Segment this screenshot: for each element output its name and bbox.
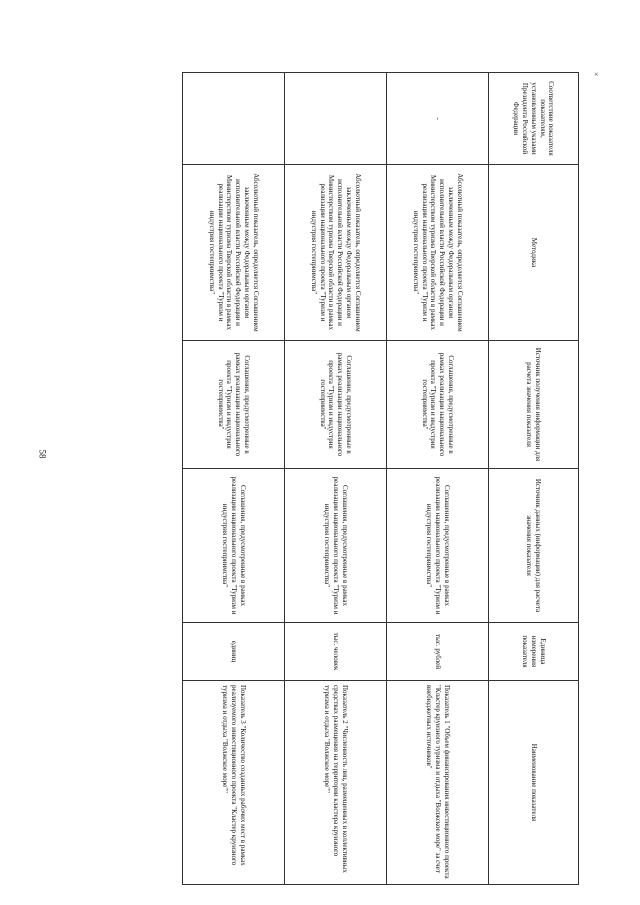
header-info-source: Источник получения информации для расчета значения показателя <box>489 341 579 469</box>
header-unit: Единица измерения показателя <box>489 623 579 681</box>
table-row <box>183 73 285 885</box>
cell-unit: тыс. человек <box>285 623 387 681</box>
cell-info-source: Соглашения, предусмотренные в рамках реализации национального проекта "Туризм и индустрия гостеприимства" <box>183 341 285 469</box>
cell-methodology: Абсолютный показатель, определяется Соглашением заключенным между Федеральным органом исполнительной власти Российской Федерации и Министерством туризма Тверской области в рамках реализации национального проекта "Туризм и индустрия гостеприимства" <box>285 165 387 341</box>
cell-compliance <box>183 73 285 165</box>
cell-methodology: Абсолютный показатель, определяется Соглашением заключенным между Федеральным органом исполнительной власти Российской Федерации и Министерством туризма Тверской области в рамках реализации национального проекта "Туризм и индустрия гостеприимства" <box>183 165 285 341</box>
rotated-table-container <box>183 72 579 884</box>
header-data-source: Источник данных (информации) для расчета значения показателя <box>489 469 579 623</box>
header-compliance: Соответствие показателя показателям, установленным указами Президента Российской Федерации <box>489 73 579 165</box>
header-indicator-name: Наименование показателя <box>489 681 579 885</box>
page-number: 58 <box>37 449 48 459</box>
cell-data-source: Соглашения, предусмотренные в рамках реализации национального проекта "Туризм и индустрия гостеприимства" <box>387 469 489 623</box>
cell-data-source: Соглашения, предусмотренные в рамках реализации национального проекта "Туризм и индустрия гостеприимства" <box>285 469 387 623</box>
cell-info-source: Соглашения, предусмотренные в рамках реализации национального проекта "Туризм и индустрия гостеприимства" <box>387 341 489 469</box>
cell-unit: единиц <box>183 623 285 681</box>
cell-compliance <box>285 73 387 165</box>
cell-indicator-name: Показатель 2 "Численность лиц, размещенных в коллективных средствах размещения на территории кластера круизного туризма и отдыха "Волжское море"" <box>285 681 387 885</box>
cell-data-source: Соглашения, предусмотренные в рамках реализации национального проекта "Туризм и индустрия гостеприимства" <box>183 469 285 623</box>
header-methodology: Методика <box>489 165 579 341</box>
cell-unit: тыс. рублей <box>387 623 489 681</box>
cell-methodology: Абсолютный показатель, определяется Соглашением заключенным между Федеральным органом исполнительной власти Российской Федерации и Министерством туризма Тверской области в рамках реализации национального проекта "Туризм и индустрия гостеприимства" <box>387 165 489 341</box>
cell-info-source: Соглашения, предусмотренные в рамках реализации национального проекта "Туризм и индустрия гостеприимства" <box>285 341 387 469</box>
table-row <box>285 73 387 885</box>
table-row <box>387 73 489 885</box>
cell-indicator-name: Показатель 3 "Количество созданных рабочих мест в рамках реализуемого инвестиционного проекта "Кластер круизного туризма и отдыха "Волжское море"" <box>183 681 285 885</box>
table-header-row <box>489 73 579 885</box>
indicator-table <box>182 72 579 885</box>
corner-mark: × <box>594 70 599 79</box>
cell-indicator-name: Показатель 1 "Объем финансирования инвестиционного проекта "Кластер круизного туризма и отдыха "Волжское море" за счет внебюджетных источников" <box>387 681 489 885</box>
cell-compliance: - <box>387 73 489 165</box>
